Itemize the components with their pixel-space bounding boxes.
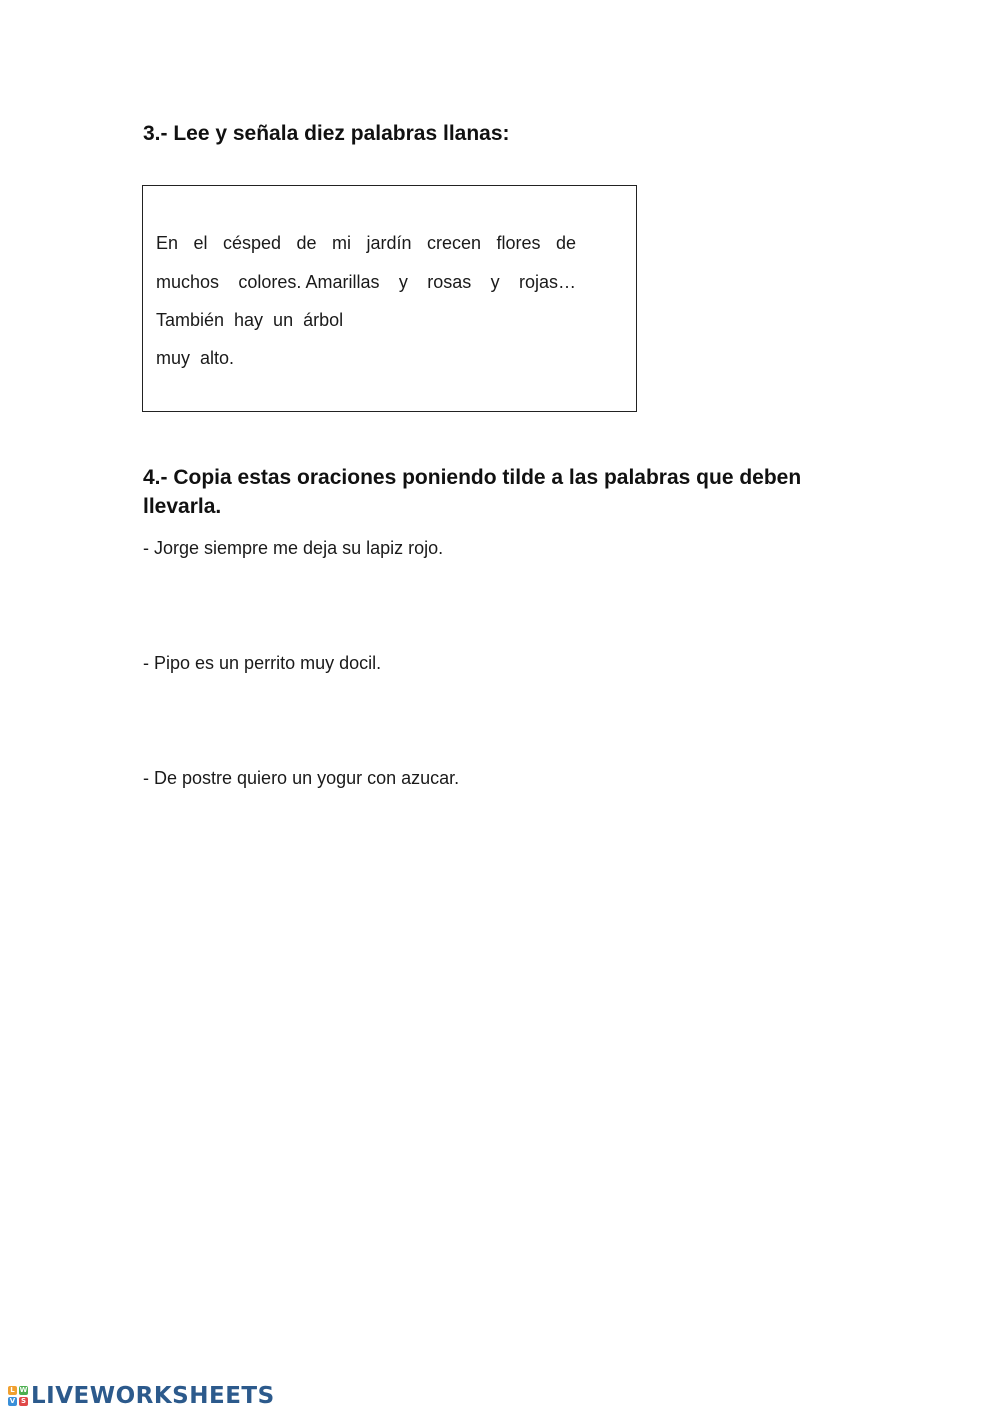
logo-block: V xyxy=(9,1397,16,1405)
reading-text-box xyxy=(142,185,637,412)
word[interactable]: mi xyxy=(332,233,351,253)
reading-line-4[interactable]: muy alto. xyxy=(156,348,235,368)
word[interactable]: de xyxy=(555,233,576,253)
word[interactable]: rosas xyxy=(427,272,472,292)
brand-name: LIVEWORKSHEETS xyxy=(31,1383,275,1409)
sentence-1: - Jorge siempre me deja su lapiz rojo. xyxy=(143,538,444,558)
section-3-title: 3.- Lee y señala diez palabras llanas: xyxy=(143,122,510,145)
logo-block: S xyxy=(20,1397,27,1405)
word[interactable]: de xyxy=(296,233,317,253)
reading-line-3[interactable]: También hay un árbol xyxy=(156,310,344,330)
word[interactable]: crecen xyxy=(426,233,481,253)
word[interactable]: césped xyxy=(222,233,282,253)
word[interactable]: y xyxy=(398,272,408,292)
word[interactable]: muchos xyxy=(156,272,220,292)
reading-line-1 xyxy=(156,232,576,254)
section-4-title: 4.- Copia estas oraciones poniendo tilde a las palabras que deben llevarla. xyxy=(143,466,802,518)
word[interactable]: el xyxy=(193,233,208,253)
liveworksheets-logo[interactable] xyxy=(8,1381,275,1411)
word[interactable]: jardín xyxy=(366,233,412,253)
sentence-2: - Pipo es un perrito muy docil. xyxy=(143,653,382,673)
logo-block: W xyxy=(19,1386,28,1394)
word[interactable]: flores xyxy=(496,233,541,253)
logo-blocks-icon xyxy=(8,1386,28,1406)
word[interactable]: rojas… xyxy=(518,272,576,292)
word[interactable]: En xyxy=(156,233,179,253)
word[interactable]: y xyxy=(490,272,500,292)
sentence-3: - De postre quiero un yogur con azucar. xyxy=(143,768,460,788)
word[interactable]: colores. Amarillas xyxy=(238,272,380,292)
reading-line-2 xyxy=(156,271,576,293)
logo-block: L xyxy=(8,1386,17,1395)
